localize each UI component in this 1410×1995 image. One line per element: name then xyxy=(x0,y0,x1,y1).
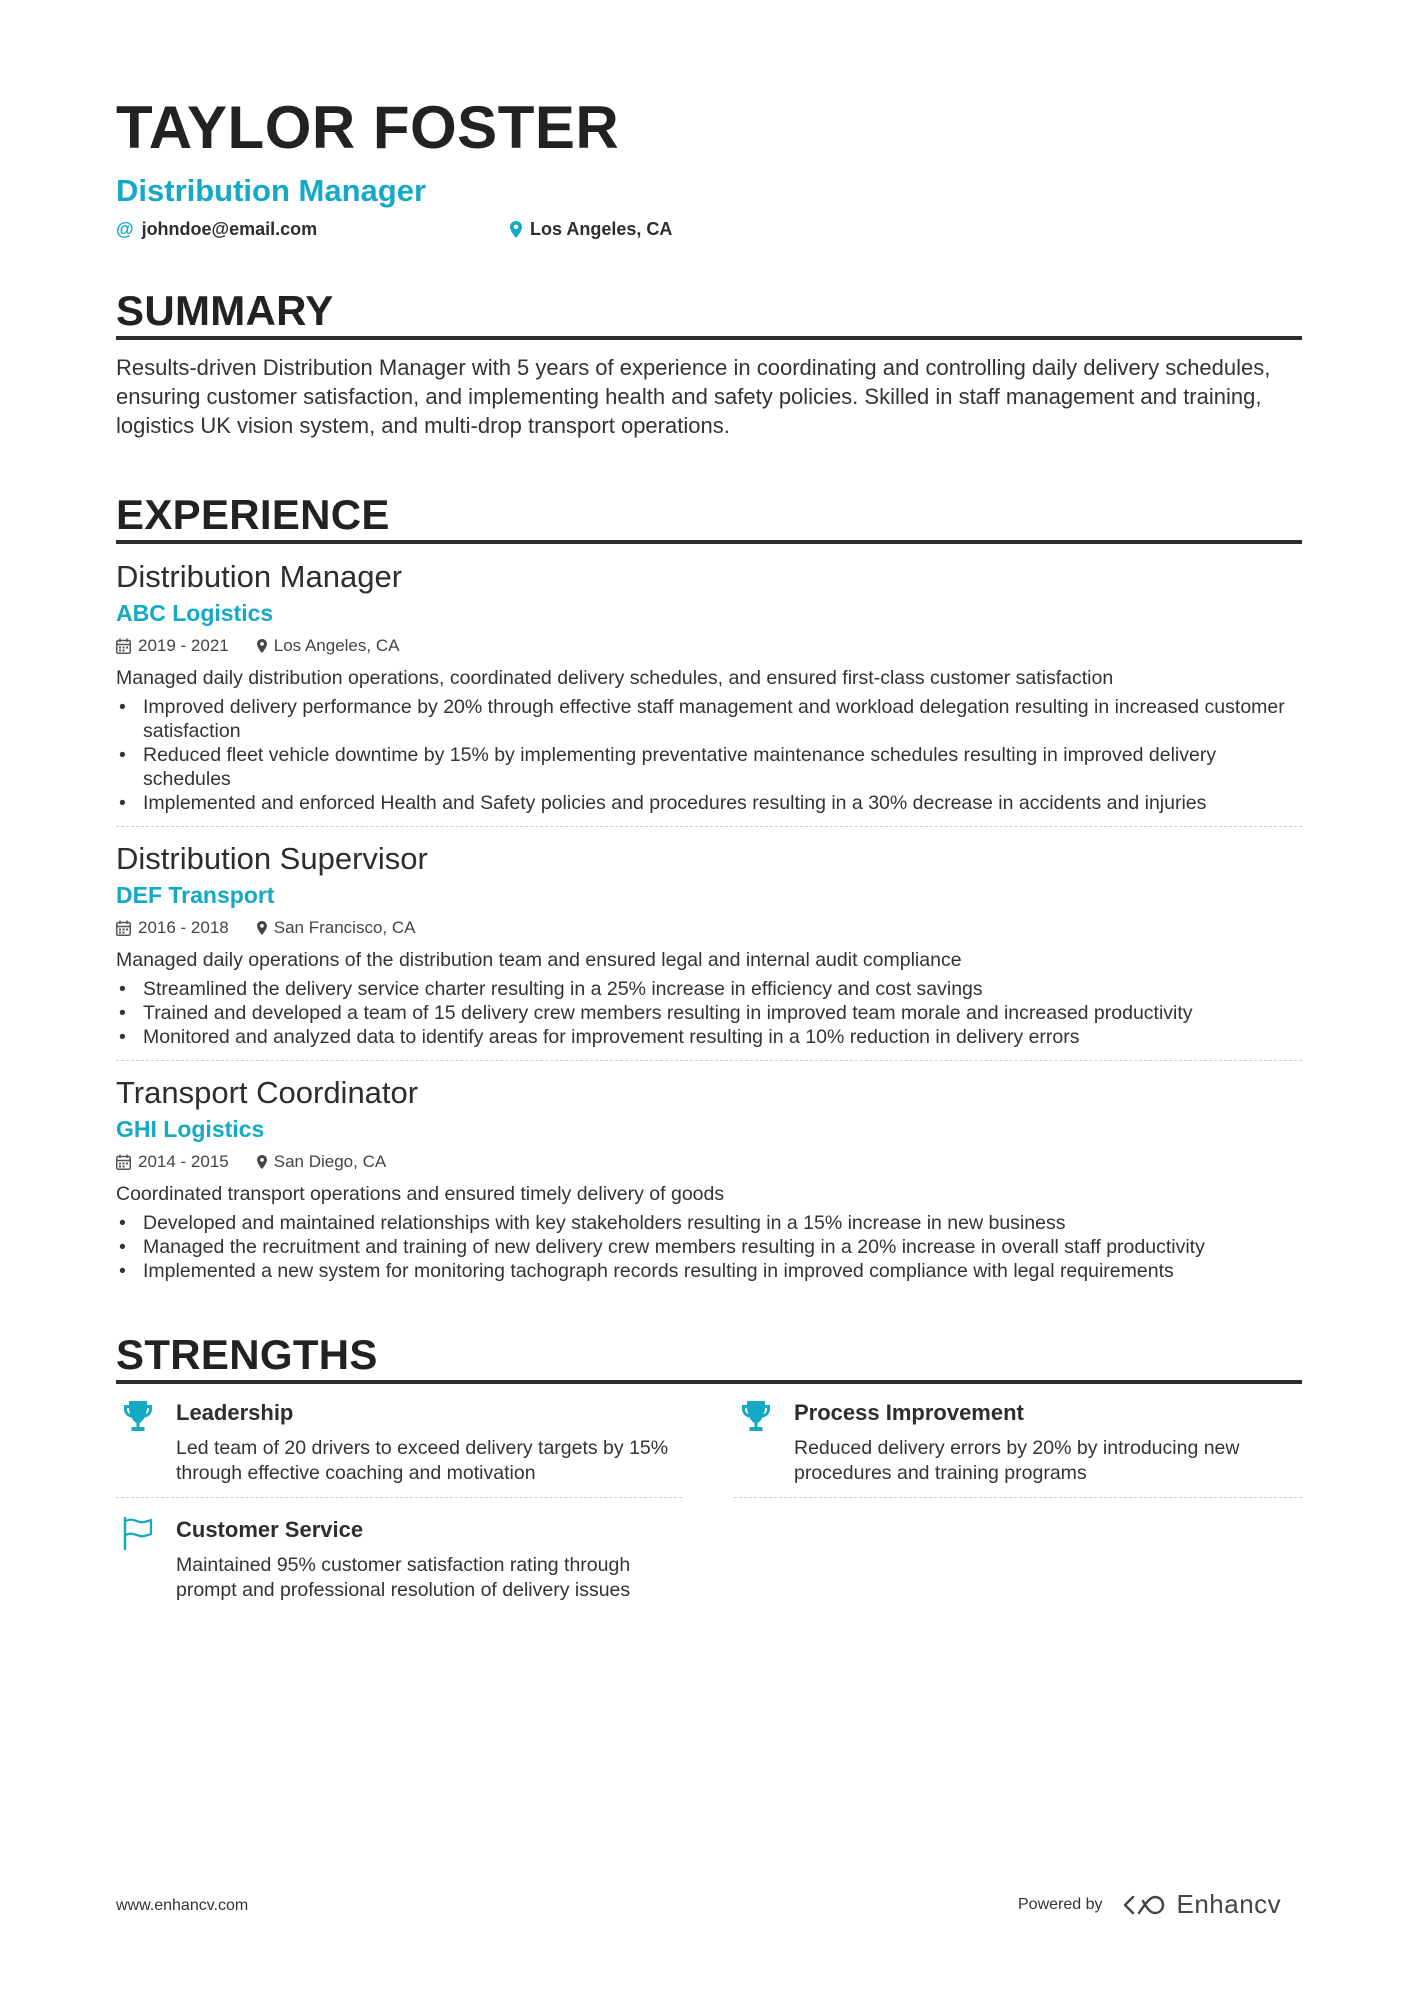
map-pin-icon xyxy=(257,921,267,935)
strength-separator xyxy=(734,1497,1302,1498)
email-text: johndoe@email.com xyxy=(141,219,318,239)
job-entry xyxy=(116,1077,1302,1283)
candidate-name: TAYLOR FOSTER xyxy=(116,94,620,161)
strength-separator xyxy=(116,1497,682,1498)
job-entry xyxy=(116,843,1302,1049)
list-item: • Streamlined the delivery service charter resulting in a 25% increase in efficiency and cost savings xyxy=(116,977,1302,1001)
calendar-icon xyxy=(116,920,131,936)
enhancv-logo-icon xyxy=(1121,1893,1167,1917)
job-location: San Diego, CA xyxy=(273,1152,387,1171)
map-pin-icon xyxy=(257,639,267,653)
list-item: • Improved delivery performance by 20% through effective staff management and workload delegation resulting in increased customer satisfaction xyxy=(116,695,1302,743)
list-item: • Implemented and enforced Health and Safety policies and procedures resulting in a 30% decrease in accidents and injuries xyxy=(116,791,1302,815)
job-separator xyxy=(116,1060,1302,1061)
contact-location xyxy=(510,220,672,238)
flag-icon xyxy=(120,1515,156,1551)
summary-divider xyxy=(116,336,1302,340)
strength-description: Reduced delivery errors by 20% by introducing new procedures and training programs xyxy=(794,1437,1240,1484)
job-meta xyxy=(116,637,1302,654)
strengths-divider xyxy=(116,1380,1302,1384)
list-item: • Managed the recruitment and training of new delivery crew members resulting in a 20% increase in overall staff productivity xyxy=(116,1235,1302,1259)
strength-title: Process Improvement xyxy=(794,1400,1024,1425)
job-dates: 2019 - 2021 xyxy=(138,636,229,655)
at-icon: @ xyxy=(116,219,134,239)
contact-email[interactable] xyxy=(116,220,317,238)
strength-title: Leadership xyxy=(176,1400,294,1425)
job-dates: 2014 - 2015 xyxy=(138,1152,229,1171)
job-title: Transport Coordinator xyxy=(116,1075,419,1110)
experience-divider xyxy=(116,540,1302,544)
brand-name: Enhancv xyxy=(1176,1889,1282,1919)
calendar-icon xyxy=(116,1154,131,1170)
strength-description: Maintained 95% customer satisfaction rating through prompt and professional resolution of delivery issues xyxy=(176,1554,631,1601)
company-name: GHI Logistics xyxy=(116,1116,265,1142)
strengths-heading: STRENGTHS xyxy=(116,1331,378,1378)
job-bullets xyxy=(116,1211,1302,1283)
footer-branding xyxy=(1018,1889,1281,1920)
job-location: San Francisco, CA xyxy=(273,918,416,937)
job-description: Managed daily operations of the distribution team and ensured legal and internal audit compliance xyxy=(116,949,962,971)
enhancv-logo[interactable] xyxy=(1121,1889,1282,1920)
calendar-icon xyxy=(116,638,131,654)
map-pin-icon xyxy=(257,1155,267,1169)
candidate-title: Distribution Manager xyxy=(116,173,427,208)
job-bullets xyxy=(116,977,1302,1049)
experience-heading: EXPERIENCE xyxy=(116,491,390,538)
list-item: • Reduced fleet vehicle downtime by 15% by implementing preventative maintenance schedules resulting in improved delivery schedules xyxy=(116,743,1302,791)
strength-description: Led team of 20 drivers to exceed delivery targets by 15% through effective coaching and motivation xyxy=(176,1437,669,1484)
trophy-icon xyxy=(120,1398,156,1434)
summary-text: Results-driven Distribution Manager with 5 years of experience in coordinating and controlling daily delivery schedules, ensuring customer satisfaction, and implementing health and safety policies. Skilled in staff management and training, logistics UK vision system, and multi-drop transport operations. xyxy=(116,355,1271,438)
location-text: Los Angeles, CA xyxy=(530,219,673,239)
job-meta xyxy=(116,1153,1302,1170)
map-pin-icon xyxy=(510,221,522,238)
job-separator xyxy=(116,826,1302,827)
job-bullets xyxy=(116,695,1302,815)
strength-title: Customer Service xyxy=(176,1517,364,1542)
company-name: ABC Logistics xyxy=(116,600,274,626)
trophy-icon xyxy=(738,1398,774,1434)
job-description: Managed daily distribution operations, coordinated delivery schedules, and ensured first-class customer satisfaction xyxy=(116,667,1114,689)
job-entry xyxy=(116,561,1302,815)
job-dates: 2016 - 2018 xyxy=(138,918,229,937)
job-description: Coordinated transport operations and ensured timely delivery of goods xyxy=(116,1183,725,1205)
job-title: Distribution Supervisor xyxy=(116,841,428,876)
job-location: Los Angeles, CA xyxy=(273,636,400,655)
company-name: DEF Transport xyxy=(116,882,275,908)
powered-by-label: Powered by xyxy=(1018,1895,1103,1913)
summary-heading: SUMMARY xyxy=(116,287,334,334)
job-meta xyxy=(116,919,1302,936)
list-item: • Implemented a new system for monitoring tachograph records resulting in improved compliance with legal requirements xyxy=(116,1259,1302,1283)
list-item: • Trained and developed a team of 15 delivery crew members resulting in improved team morale and increased productivity xyxy=(116,1001,1302,1025)
list-item: • Developed and maintained relationships with key stakeholders resulting in a 15% increase in new business xyxy=(116,1211,1302,1235)
footer-website[interactable]: www.enhancv.com xyxy=(116,1897,249,1914)
job-title: Distribution Manager xyxy=(116,559,403,594)
list-item: • Monitored and analyzed data to identify areas for improvement resulting in a 10% reduction in delivery errors xyxy=(116,1025,1302,1049)
